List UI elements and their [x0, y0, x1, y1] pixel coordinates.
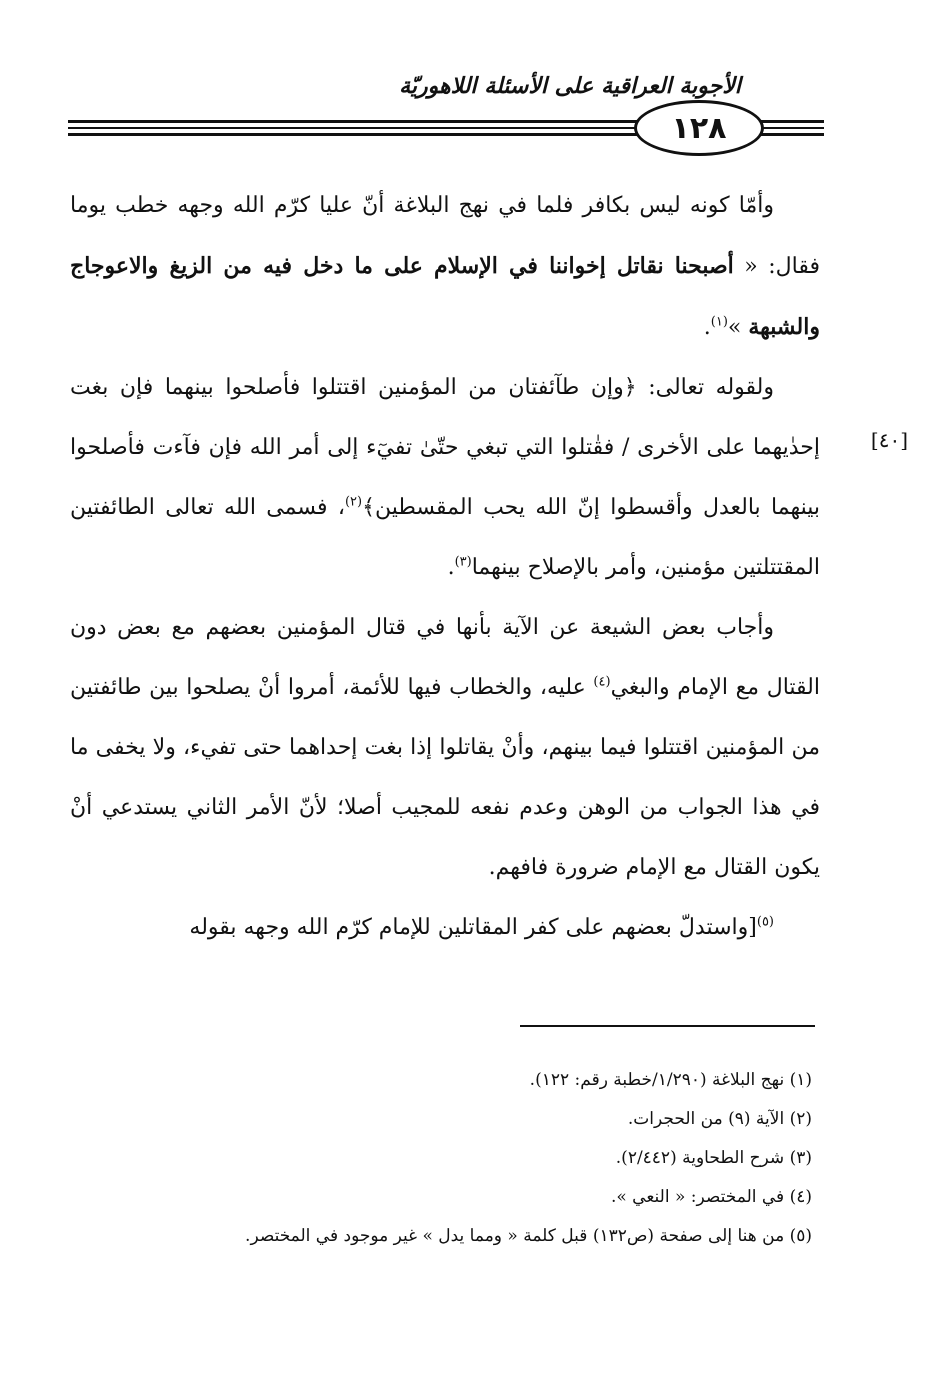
footnote-2: (٢) الآية (٩) من الحجرات.: [627, 1109, 812, 1129]
footnote-ref-4: (٤): [593, 674, 611, 690]
p2-end: .: [447, 555, 455, 580]
p1-close: »: [727, 315, 749, 340]
p3-part2: عليه، والخطاب فيها للأئمة، أمروا أنْ يصلحوا بين طائفتين من المؤمنين اقتتلوا فيما بينهم، وأنْ يقاتلوا إذا بغت إحداهما حتى تفيء، ولا يخفى ما في هذا الجواب من الوهن وعدم نفعه للمجيب أصلا؛ لأنّ الأمر الثاني يستدعي أنْ يكون القتال مع الإمام ضرورة فافهم.: [70, 675, 820, 880]
paragraph-3: [70, 598, 820, 898]
p3-part1: وأجاب بعض الشيعة عن الآية بأنها في قتال المؤمنين بعضهم مع بعض دون القتال مع الإمام والبغي: [70, 615, 820, 700]
footnotes: [120, 1062, 812, 1257]
footnote-3: (٣) شرح الطحاوية (٢/٤٤٢).: [615, 1148, 812, 1168]
p1-end: .: [703, 315, 711, 340]
footnote-ref-3: (٣): [454, 554, 472, 570]
footnote-ref-2: (٢): [344, 494, 363, 510]
paragraph-1: [70, 176, 820, 358]
p2-mid: ، فسمى الله تعالى الطائفتين المقتتلتين مؤمنين، وأمر بالإصلاح بينهما: [70, 495, 820, 580]
main-text: [70, 176, 820, 958]
paragraph-2: [70, 358, 820, 598]
footnote-ref-1: (١): [710, 314, 728, 330]
running-title: الأجوبة العراقية على الأسئلة اللاهوريّة: [399, 74, 741, 99]
p4-text: [واستدلّ بعضهم على كفر المقاتلين للإمام كرّم الله وجهه بقوله: [189, 915, 757, 940]
page-number: [634, 100, 764, 156]
footnote-separator: [520, 1025, 815, 1027]
footnote-4: (٤) في المختصر: « النعي ».: [610, 1187, 812, 1207]
footnote-5: (٥) من هنا إلى صفحة (ص١٣٢) قبل كلمة « ومما يدل » غير موجود في المختصر.: [245, 1226, 812, 1246]
p1-intro: وأمّا كونه ليس بكافر فلما في نهج البلاغة أنّ عليا كرّم الله وجهه خطب يوما فقال: «: [70, 193, 820, 279]
p1-quote: أصبحنا نقاتل إخواننا في الإسلام على ما دخل فيه من الزيغ والاعوجاج والشبهة: [70, 253, 820, 340]
page-number-text: ١٢٨: [671, 110, 727, 146]
margin-page-reference: [٤٠]: [870, 428, 908, 452]
footnote-1: (١) نهج البلاغة (١/٢٩٠/خطبة رقم: ١٢٢).: [529, 1070, 812, 1090]
p2-intro: ولقوله تعالى: ﴿وإن طآئفتان من المؤمنين اقتتلوا فأصلحوا بينهما فإن بغت إحدٰيهما على الأخرى / فقٰتلوا التي تبغي حتّىٰ تفيٓء إلى أمر الله فإن فآءت فأصلحوا بينهما بالعدل وأقسطوا إنّ الله يحب المقسطين﴾: [70, 375, 820, 520]
footnote-ref-5: (٥): [756, 914, 774, 930]
paragraph-4: [70, 898, 820, 958]
